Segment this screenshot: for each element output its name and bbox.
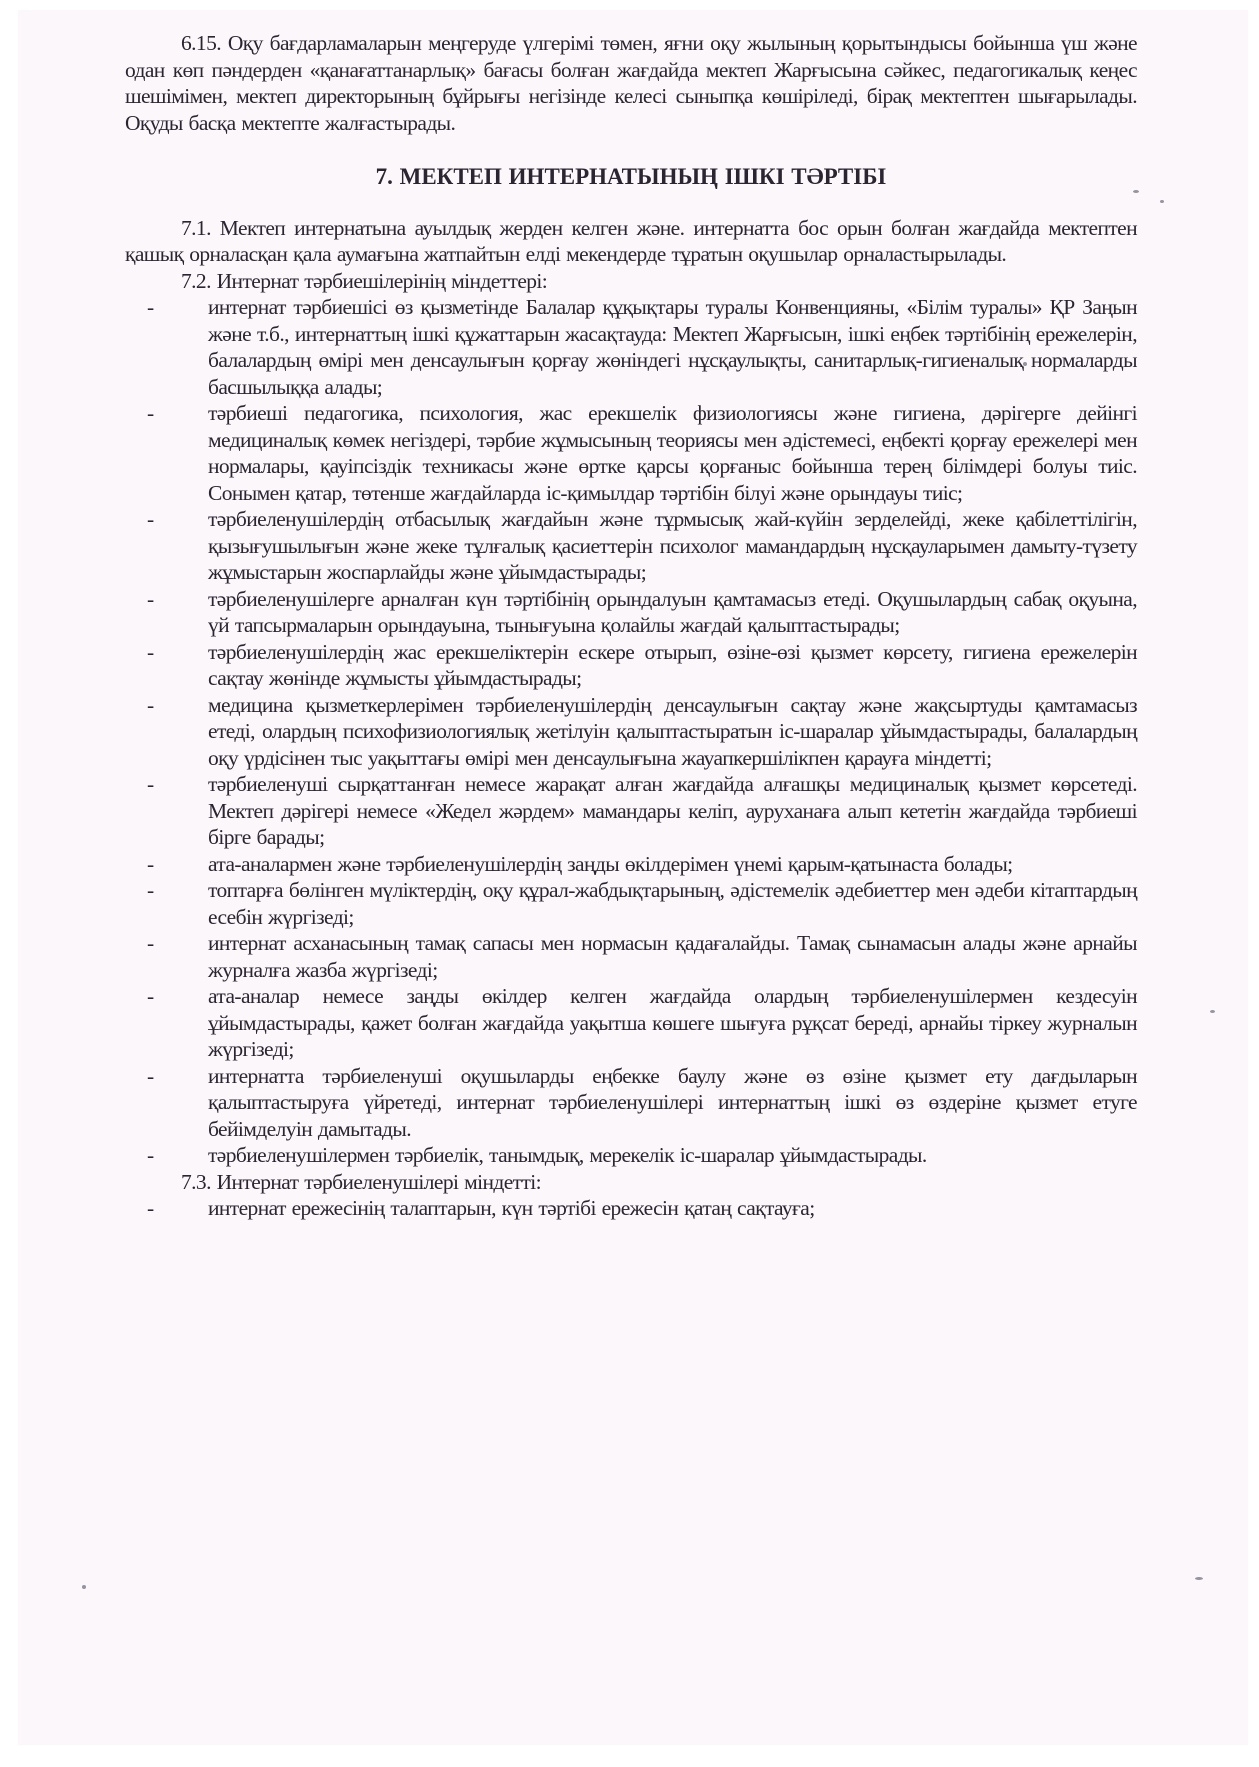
list-item: [125, 851, 1137, 878]
dash-bullet-icon: -: [147, 931, 154, 955]
list-item-text: тәрбиеленушілерге арналған күн тәртібінің орындалуын қамтамасыз етеді. Оқушылардың сабақ оқуына, үй тапсырмаларын орындауына, тынығуына қолайлы жағдай қалыптастырады;: [208, 586, 1137, 637]
list-item-text: интернатта тәрбиеленуші оқушыларды еңбекке баулу және өз өзіне қызмет ету дағдыларын қалыптастыруға үйретеді, интернат тәрбиеленушілері интернаттың ішкі өз өздеріне қызмет етуге бейімделуін дамытады.: [208, 1063, 1137, 1141]
scan-speck: [1210, 1010, 1215, 1013]
list-item: [125, 506, 1137, 586]
paragraph-7-3-title: 7.3. Интернат тәрбиеленушілері міндетті:: [181, 1169, 542, 1194]
dash-bullet-icon: -: [147, 984, 154, 1008]
list-item: [125, 1195, 1137, 1222]
list-item-text: медицина қызметкерлерімен тәрбиеленушілердің денсаулығын сақтау және жақсыртуды қамтамасыз етеді, олардың психофизиологиялық жетілуін қалыптастыратын іс-шаралар ұйымдастырады, балалардың оқу үрдісінен тыс уақыттағы өмірі мен денсаулығына жауапкершілікпен қарауға міндетті;: [208, 692, 1137, 770]
document-body: [125, 30, 1137, 1222]
list-item: [125, 983, 1137, 1063]
list-item: [125, 1063, 1137, 1143]
list-item: [125, 930, 1137, 983]
list-item-text: интернат асханасының тамақ сапасы мен нормасын қадағалайды. Тамақ сынамасын алады және арнайы журналға жазба жүргізеді;: [208, 931, 1137, 982]
dash-bullet-icon: -: [147, 507, 154, 531]
list-item: [125, 692, 1137, 772]
section-heading: 7. МЕКТЕП ИНТЕРНАТЫНЫҢ ІШКІ ТӘРТІБІ: [375, 164, 887, 189]
scan-speck: [1160, 200, 1164, 203]
dash-bullet-icon: -: [147, 1196, 154, 1220]
list-item-text: тәрбиеленушілердің отбасылық жағдайын және тұрмысық жай-күйін зерделейді, жеке қабілеттілігін, қызығушылығын және жеке тұлғалық қасиеттерін психолог мамандардың нұсқауларымен дамыту-түзету жұмыстарын жоспарлайды және ұйымдастырады;: [208, 507, 1137, 584]
dash-bullet-icon: -: [147, 692, 154, 717]
list-item-text: интернат ережесінің талаптарын, күн тәртібі ережесін қатаң сақтауға;: [208, 1196, 815, 1220]
list-item-text: тәрбиеленушілермен тәрбиелік, танымдық, мерекелік іс-шаралар ұйымдастырады.: [208, 1143, 927, 1167]
list-item-text: ата-аналар немесе заңды өкілдер келген жағдайда олардың тәрбиеленушілермен кездесуін ұйымдастырады, қажет болған жағдайда уақытша көшеге шығуға рұқсат береді, арнайы тіркеу журналын жүргізеді;: [208, 984, 1137, 1061]
list-item: [125, 877, 1137, 930]
list-item: [125, 586, 1137, 639]
list-item-text: ата-аналармен және тәрбиеленушілердің заңды өкілдерімен үнемі қарым-қатынаста болады;: [208, 851, 1013, 876]
scan-speck: [82, 1585, 86, 1589]
pupil-obligations-list: [125, 1195, 1137, 1222]
dash-bullet-icon: -: [147, 639, 154, 664]
paragraph-7-2-title: 7.2. Интернат тәрбиешілерінің міндеттері:: [181, 268, 548, 293]
list-item-text: тәрбиеленушілердің жас ерекшеліктерін ескере отырып, өзіне-өзі қызмет көрсету, гигиена ережелерін сақтау жөнінде жұмысты ұйымдастырады;: [208, 639, 1137, 690]
dash-bullet-icon: -: [147, 401, 154, 425]
list-item-text: топтарға бөлінген мүліктердің, оқу құрал-жабдықтарының, әдістемелік әдебиеттер мен әдеби кітаптардың есебін жүргізеді;: [208, 878, 1137, 929]
paragraph-7-1: 7.1. Мектеп интернатына ауылдық жерден келген және. интернатта бос орын болған жағдайда мектептен қашық орналасқан қала аумағына жатпайтын елді мекендерде тұратын оқушылар орналастырылады.: [125, 215, 1137, 266]
dash-bullet-icon: -: [147, 1143, 154, 1167]
paragraph-6-15: 6.15. Оқу бағдарламаларын меңгеруде үлгерімі төмен, яғни оқу жылының қорытындысы бойынша үш және одан көп пәндерден «қанағаттанарлық» бағасы болған жағдайда мектеп Жарғысына сәйкес, педагогикалық кеңес шешімімен, мектеп директорының бұйрығы негізінде келесі сыныпқа көшіріледі, бірақ мектептен шығарылады. Оқуды басқа мектепте жалғастырады.: [125, 31, 1137, 135]
list-item: [125, 639, 1137, 692]
duties-list: [125, 294, 1137, 1169]
dash-bullet-icon: -: [147, 295, 154, 319]
dash-bullet-icon: -: [147, 1063, 154, 1088]
list-item-text: тәрбиеші педагогика, психология, жас ерекшелік физиологиясы және гигиена, дәрігерге дейінгі медициналық көмек негіздері, тәрбие жұмысының теориясы мен әдістемесі, еңбекті қорғау ережелері мен нормалары, қауіпсіздік техникасы және өртке қарсы қорғаныс бойынша терең білімдері болуы тиіс. Сонымен қатар, төтенше жағдайларда іс-қимылдар тәртібін білуі және орындауы тиіс;: [208, 401, 1137, 505]
list-item: [125, 1142, 1137, 1169]
list-item: [125, 771, 1137, 851]
dash-bullet-icon: -: [147, 586, 154, 611]
list-item-text: тәрбиеленуші сырқаттанған немесе жарақат алған жағдайда алғашқы медициналық қызмет көрсетеді. Мектеп дәрігері немесе «Жедел жәрдем» мамандары келіп, ауруханаға алып кететін жағдайда тәрбиеші бірге барады;: [208, 772, 1137, 849]
list-item: [125, 400, 1137, 506]
dash-bullet-icon: -: [147, 772, 154, 796]
dash-bullet-icon: -: [147, 851, 154, 876]
list-item-text: интернат тәрбиешісі өз қызметінде Балалар құқықтары туралы Конвенцияны, «Білім туралы» ҚР Заңын және т.б., интернаттың ішкі құжаттарын жасақтауда: Мектеп Жарғысын, ішкі еңбек тәртібінің ережелерін, балалардың өмірі мен денсаулығын қорғау жөніндегі нұсқаулықты, санитарлық-гигиеналық нормаларды басшылыққа алады;: [208, 295, 1137, 399]
dash-bullet-icon: -: [147, 878, 154, 902]
scan-speck: [1195, 1577, 1203, 1580]
list-item: [125, 294, 1137, 400]
